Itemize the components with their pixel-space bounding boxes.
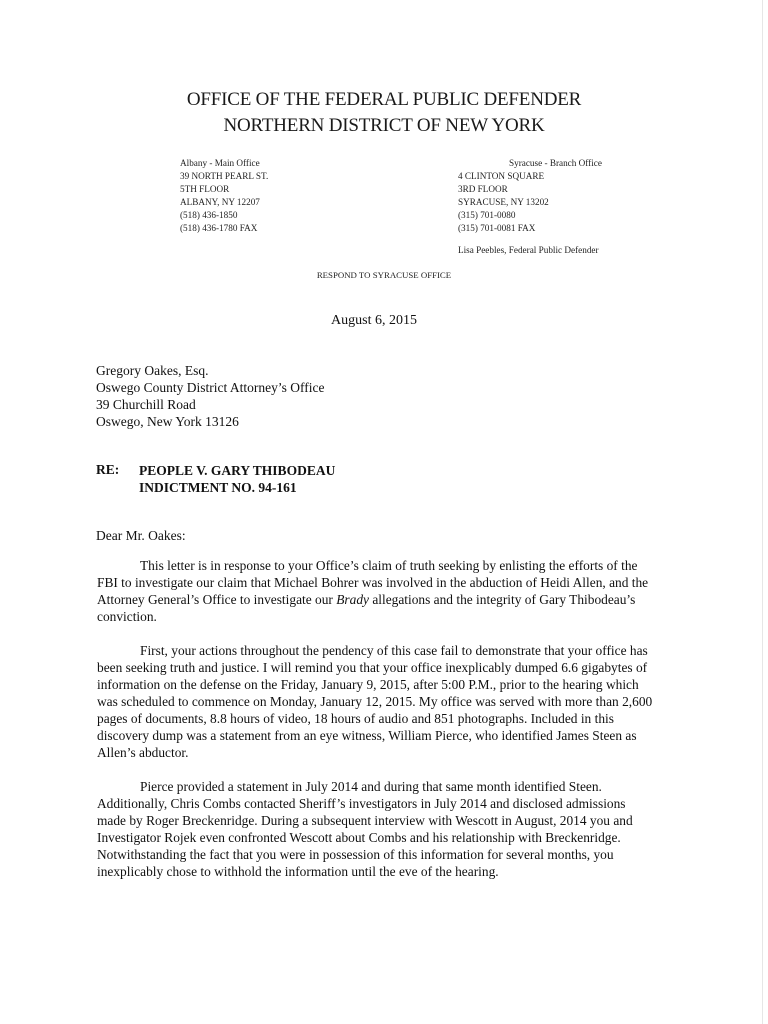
albany-office-street: 39 NORTH PEARL ST. xyxy=(180,171,269,181)
albany-office-fax: (518) 436-1780 FAX xyxy=(180,223,258,233)
syracuse-office-phone: (315) 701-0080 xyxy=(458,210,516,220)
albany-office-city: ALBANY, NY 12207 xyxy=(180,197,260,207)
recipient-city: Oswego, New York 13126 xyxy=(96,414,239,429)
federal-defender-name: Lisa Peebles, Federal Public Defender xyxy=(458,245,599,255)
recipient-office: Oswego County District Attorney’s Office xyxy=(96,380,325,395)
re-label: RE: xyxy=(96,462,120,477)
albany-office-floor: 5TH FLOOR xyxy=(180,184,230,194)
paragraph-1-brady: Brady xyxy=(336,592,369,607)
syracuse-office-block xyxy=(458,157,602,257)
letterhead-line-2: NORTHERN DISTRICT OF NEW YORK xyxy=(223,115,545,136)
respond-to-notice: RESPOND TO SYRACUSE OFFICE xyxy=(316,270,452,280)
syracuse-office-fax: (315) 701-0081 FAX xyxy=(458,223,536,233)
recipient-name: Gregory Oakes, Esq. xyxy=(96,363,209,378)
albany-office-title: Albany - Main Office xyxy=(180,158,260,168)
scan-edge-line xyxy=(762,0,763,1024)
albany-office-phone: (518) 436-1850 xyxy=(180,210,238,220)
syracuse-office-title: Syracuse - Branch Office xyxy=(509,158,602,168)
albany-office-block xyxy=(180,157,268,235)
paragraph-1 xyxy=(97,557,653,625)
recipient-street: 39 Churchill Road xyxy=(96,397,196,412)
syracuse-office-floor: 3RD FLOOR xyxy=(458,184,508,194)
salutation: Dear Mr. Oakes: xyxy=(96,528,186,543)
recipient-address xyxy=(96,362,324,430)
syracuse-office-city: SYRACUSE, NY 13202 xyxy=(458,197,549,207)
re-subject xyxy=(139,462,335,496)
letterhead-line-1: OFFICE OF THE FEDERAL PUBLIC DEFENDER xyxy=(186,89,582,110)
paragraph-2: First, your actions throughout the pendency of this case fail to demonstrate that your office has been seeking truth and justice. I will remind you that your office inexplicably dumped 6.6 gigabytes of information on the defense on the Friday, January 9, 2015, after 5:00 P.M., prior to the hearing which was scheduled to commence on Monday, January 12, 2015. My office was served with more than 2,600 pages of documents, 8.8 hours of video, 18 hours of audio and 851 photographs. Included in this discovery dump was a statement from an eye witness, William Pierce, who identified James Steen as Allen’s abductor. xyxy=(97,643,653,760)
paragraph-1-text-b: allegations and the integrity of Gary Thibodeau’s conviction. xyxy=(97,592,636,624)
syracuse-office-street: 4 CLINTON SQUARE xyxy=(458,171,545,181)
re-indictment-number: INDICTMENT NO. 94-161 xyxy=(139,480,297,495)
re-case-name: PEOPLE V. GARY THIBODEAU xyxy=(139,463,336,478)
paragraph-3: Pierce provided a statement in July 2014 and during that same month identified Steen. Additionally, Chris Combs contacted Sheriff’s investigators in July 2014 and disclosed admissions made by Roger Breckenridge. During a subsequent interview with Wescott in August, 2014 you and Investigator Rojek even confronted Wescott about Combs and his relationship with Breckenridge. Notwithstanding the fact that you were in possession of this information for several months, you inexplicably chose to withhold the information until the eve of the hearing. xyxy=(97,779,633,879)
paragraph-1-text-a: This letter is in response to your Office’s claim of truth seeking by enlisting the efforts of the FBI to investigate our claim that Michael Bohrer was involved in the abduction of Heidi Allen, and the Attorney General’s Office to investigate our xyxy=(97,558,649,607)
letter-date: August 6, 2015 xyxy=(331,313,417,328)
